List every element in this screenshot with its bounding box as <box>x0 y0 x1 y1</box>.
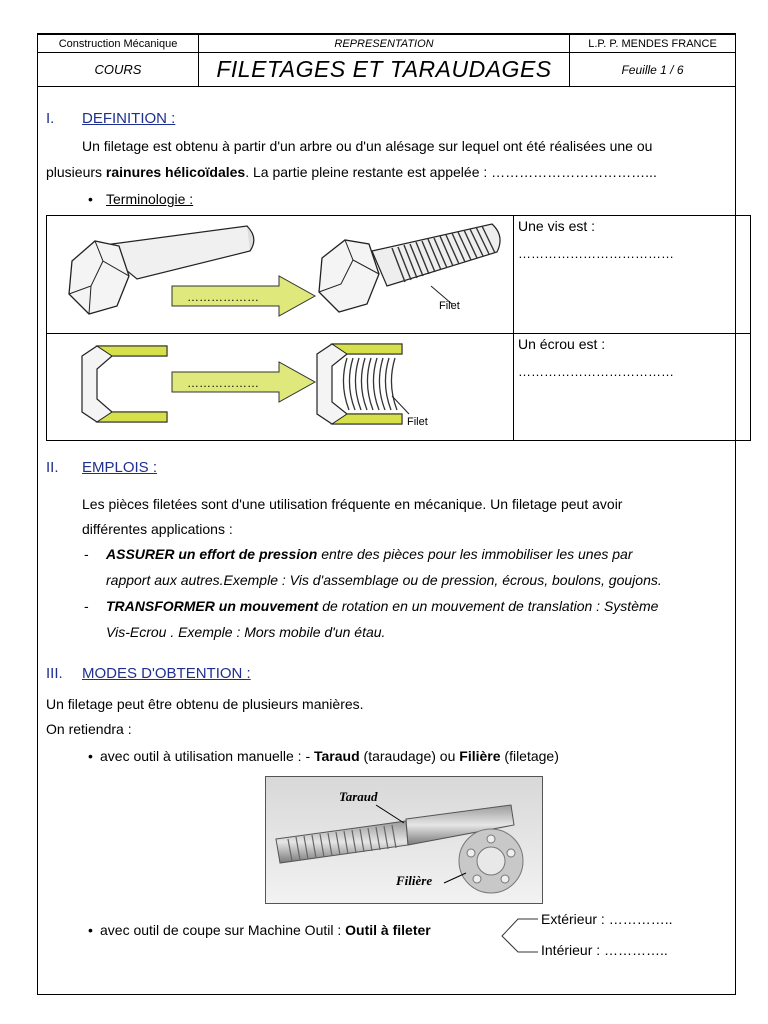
nut-illustration <box>47 334 513 435</box>
header-category: REPRESENTATION <box>199 35 570 53</box>
bullet-1-filiere: Filière <box>459 748 501 764</box>
emplois-item-2-bold: TRANSFORMER un mouvement <box>106 598 319 614</box>
taraud-filiere-picture <box>266 777 542 903</box>
terminology-table <box>46 215 751 431</box>
outil-exterieur: Extérieur : ………….. <box>541 911 673 927</box>
bullet-glyph: • <box>88 191 93 207</box>
bullet-1-text: avec outil à utilisation manuelle : - <box>100 748 314 764</box>
bolt-illustration-cell <box>47 216 514 334</box>
bullet-2-glyph: • <box>88 922 93 938</box>
tools-photo <box>265 776 543 904</box>
emplois-item-2-line-2: Vis-Ecrou . Exemple : Mors mobile d'un étau. <box>106 624 386 640</box>
outil-interieur: Intérieur : ………….. <box>541 942 668 958</box>
plain-nut <box>82 346 167 422</box>
section-2-title: EMPLOIS : <box>82 459 158 476</box>
emplois-item-1 <box>106 541 736 567</box>
photo-label-taraud: Taraud <box>339 789 378 804</box>
definition-line-2 <box>46 159 736 185</box>
emplois-intro-2: différentes applications : <box>82 521 233 537</box>
obtention-bullet-2 <box>100 917 431 943</box>
header-table <box>37 34 736 87</box>
nut-illustration-cell <box>47 334 514 441</box>
header-sheet: Feuille 1 / 6 <box>570 53 736 87</box>
page-title: FILETAGES ET TARAUDAGES <box>199 53 570 87</box>
arrow-label: ……………… <box>187 290 259 304</box>
filet-label-nut: Filet <box>407 416 428 428</box>
bullet-1-mid: (taraudage) ou <box>359 748 460 764</box>
emplois-item-1-text: entre des pièces pour les immobiliser les unes par <box>317 546 633 562</box>
emplois-item-1-line-2: rapport aux autres.Exemple : Vis d'assemblage ou de pression, écrous, boulons, goujons. <box>106 572 662 588</box>
terminology-label: Terminologie : <box>106 191 194 207</box>
definition-text: plusieurs <box>46 164 106 180</box>
definition-bold: rainures hélicoïdales <box>105 164 246 180</box>
terminology-bullet <box>88 186 93 212</box>
arrow-label-2: ……………… <box>187 376 259 390</box>
vis-label: Une vis est : <box>518 218 596 234</box>
bolt-illustration <box>47 216 513 328</box>
section-3-title: MODES D'OBTENTION : <box>82 665 251 682</box>
threaded-nut <box>317 344 409 424</box>
definition-text-end: . La partie pleine restante est appelée : ……………………………... <box>245 164 657 180</box>
emplois-item-1-bold: ASSURER un effort de pression <box>106 546 318 562</box>
filet-label-bolt: Filet <box>439 300 460 312</box>
ecrou-label: Un écrou est : <box>518 336 606 352</box>
section-1-title: DEFINITION : <box>82 110 176 127</box>
filiere-icon <box>459 829 523 893</box>
obtention-bullet-1 <box>100 743 559 769</box>
emplois-item-2-text: de rotation en un mouvement de translation : Système <box>318 598 659 614</box>
section-3-number: III. <box>46 665 63 682</box>
list-dash-2: - <box>84 598 89 614</box>
bullet-1-end: (filetage) <box>500 748 559 764</box>
threaded-bolt <box>319 224 500 312</box>
definition-line-1: Un filetage est obtenu à partir d'un arbre ou d'un alésage sur lequel ont été réalisées une ou <box>82 138 653 154</box>
obtention-line-2: On retiendra : <box>46 721 132 737</box>
list-dash-1: - <box>84 546 89 562</box>
photo-label-filiere: Filière <box>396 873 433 888</box>
bullet-1-glyph: • <box>88 748 93 764</box>
ecrou-blank: ……………………………… <box>518 364 674 379</box>
ecrou-cell <box>514 334 751 441</box>
obtention-line-1: Un filetage peut être obtenu de plusieurs manières. <box>46 696 364 712</box>
header-subject: Construction Mécanique <box>38 35 199 53</box>
brace-lines <box>500 914 542 956</box>
bullet-1-taraud: Taraud <box>314 748 360 764</box>
section-1-number: I. <box>46 110 55 127</box>
emplois-intro-1: Les pièces filetées sont d'une utilisation fréquente en mécanique. Un filetage peut avoir <box>82 496 623 512</box>
vis-cell <box>514 216 751 334</box>
emplois-item-2 <box>106 593 736 619</box>
vis-blank: ……………………………… <box>518 246 674 261</box>
header-type: COURS <box>38 53 199 87</box>
bullet-2-bold: Outil à fileter <box>345 922 431 938</box>
bullet-2-text: avec outil de coupe sur Machine Outil : <box>100 922 346 938</box>
header-school: L.P. P. MENDES FRANCE <box>570 35 736 53</box>
section-2-number: II. <box>46 459 59 476</box>
